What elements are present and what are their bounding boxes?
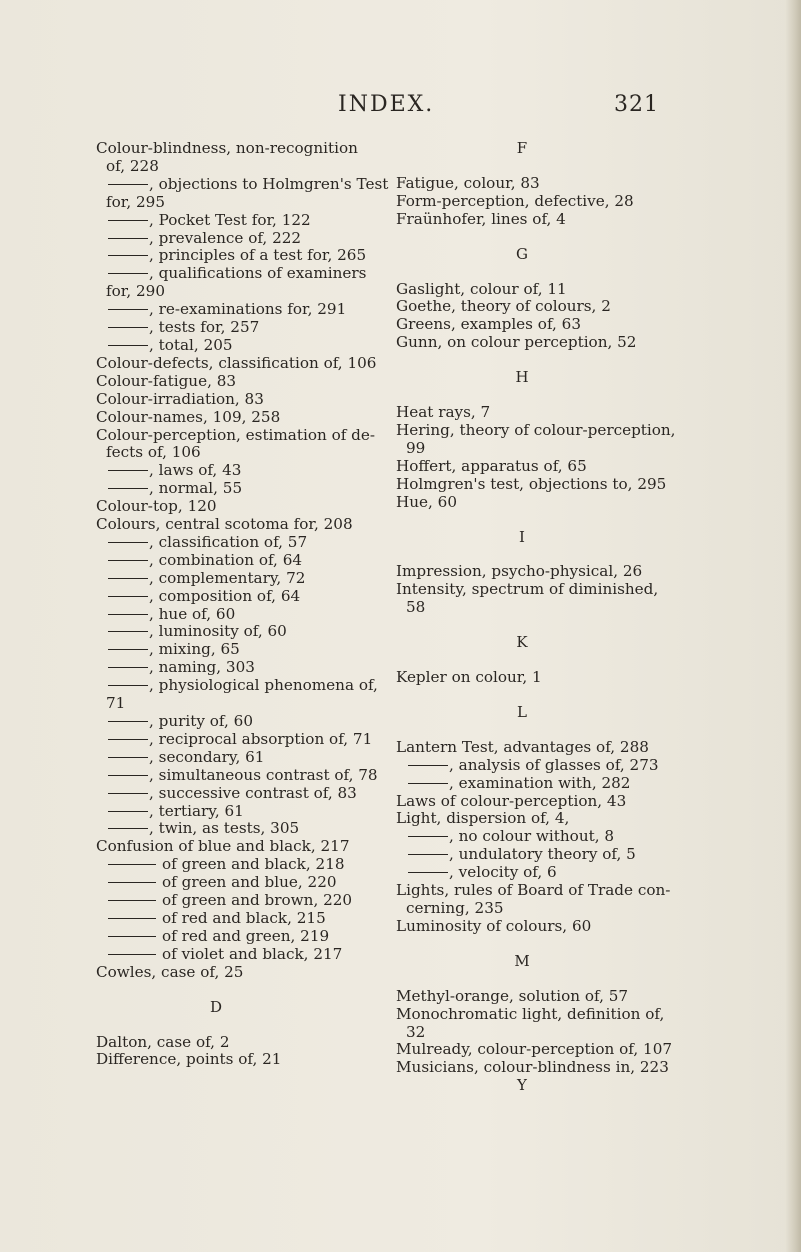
index-subentry (96, 552, 366, 570)
index-entry: Fraünhofer, lines of, 4 (396, 209, 566, 228)
index-subentry-text: , reciprocal absorption of, 71 (149, 729, 373, 748)
index-entry-continuation: for, 290 (106, 282, 165, 301)
index-subentry (96, 230, 366, 248)
ditto-rule (108, 309, 148, 310)
index-subentry (96, 856, 366, 874)
ditto-rule (108, 220, 148, 221)
index-subentry (96, 729, 373, 749)
index-entry: Musicians, colour-blindness in, 223 (396, 1058, 669, 1077)
ditto-rule (108, 578, 148, 579)
ditto-rule (108, 184, 148, 185)
index-subentry-text: , examination with, 282 (449, 773, 631, 792)
index-subentry-text: , purity of, 60 (149, 712, 253, 730)
ditto-rule (108, 631, 148, 632)
index-subentry (96, 713, 366, 731)
ditto-rule (108, 775, 148, 776)
ditto-rule (108, 721, 148, 722)
index-subentry-text: , physiological phenomena of, (149, 676, 378, 695)
ditto-rule (108, 542, 148, 543)
ditto-rule (108, 488, 148, 489)
section-letter: H (515, 368, 529, 387)
index-subentry-text: , Pocket Test for, 122 (149, 210, 311, 229)
ditto-rule (108, 596, 148, 597)
ditto-rule (108, 560, 148, 561)
index-subentry-text: , luminosity of, 60 (149, 622, 287, 641)
index-entry: Gunn, on colour perception, 52 (396, 333, 637, 352)
index-entry-continuation: 58 (406, 598, 426, 617)
ditto-rule (108, 667, 148, 668)
index-subentry (96, 588, 366, 606)
section-letter: F (516, 139, 528, 157)
index-subentry (96, 641, 366, 659)
index-subentry (96, 659, 366, 677)
index-subentry (96, 606, 366, 624)
index-subentry (396, 828, 678, 846)
index-subentry (96, 785, 366, 803)
index-subentry-text: , combination of, 64 (149, 550, 303, 569)
index-entry: Fatigue, colour, 83 (396, 173, 540, 192)
index-entry: Colour-names, 109, 258 (96, 407, 281, 426)
index-subentry (396, 864, 678, 882)
index-entry: Impression, psycho-physical, 26 (396, 562, 643, 581)
index-subentry-text: , successive contrast of, 83 (149, 783, 357, 802)
index-entry: Hoffert, apparatus of, 65 (396, 456, 587, 475)
index-subentry (96, 928, 366, 946)
ditto-rule (408, 765, 448, 766)
index-entry: Intensity, spectrum of diminished, (396, 580, 659, 599)
index-entry: Lights, rules of Board of Trade con- (396, 881, 671, 900)
index-entry-continuation: 71 (106, 694, 126, 713)
index-entry: Colour-blindness, non-recognition (96, 139, 358, 157)
index-subentry (396, 757, 678, 775)
index-entry: Gaslight, colour of, 11 (396, 279, 567, 298)
ditto-rule (108, 649, 148, 650)
index-entry: Dalton, case of, 2 (96, 1032, 230, 1051)
ditto-rule (108, 273, 148, 274)
section-letter: L (517, 702, 527, 721)
index-subentry (96, 462, 366, 480)
index-subentry-text: , no colour without, 8 (449, 827, 615, 846)
index-entry: Light, dispersion of, 4, (396, 809, 570, 828)
running-head-title: INDEX. (338, 92, 435, 117)
ditto-rule (108, 936, 156, 937)
index-subentry (96, 765, 378, 785)
index-entry-continuation: 99 (406, 438, 426, 457)
index-entry: Mulready, colour-perception of, 107 (396, 1040, 673, 1059)
index-entry: Heat rays, 7 (396, 403, 491, 422)
running-head (0, 92, 801, 122)
index-subentry (96, 803, 366, 821)
index-subentry (96, 319, 366, 337)
index-entry: Hue, 60 (396, 492, 457, 511)
index-entry: Colour-perception, estimation of de- (96, 425, 376, 444)
index-subentry (96, 247, 366, 265)
index-subentry-text: of red and green, 219 (162, 926, 330, 945)
index-entry: Colour-fatigue, 83 (96, 371, 237, 390)
index-subentry-text: , velocity of, 6 (449, 863, 557, 882)
section-letter: G (516, 244, 528, 263)
index-entry: Confusion of blue and black, 217 (96, 837, 350, 856)
index-subentry (96, 892, 366, 910)
index-subentry-text: , normal, 55 (149, 479, 243, 498)
index-subentry (96, 874, 366, 892)
index-entry: Monochromatic light, definition of, (396, 1004, 665, 1023)
ditto-rule (108, 685, 148, 686)
index-subentry (96, 946, 366, 964)
index-entry: Methyl-orange, solution of, 57 (396, 986, 629, 1005)
index-subentry-text: , total, 205 (149, 335, 233, 354)
index-subentry-text: , secondary, 61 (149, 747, 265, 766)
ditto-rule (108, 238, 148, 239)
index-entry-continuation: fects of, 106 (106, 443, 201, 462)
index-entry: Goethe, theory of colours, 2 (396, 297, 611, 316)
index-subentry (96, 570, 366, 588)
index-subentry-text: , qualifications of examiners (149, 264, 367, 283)
index-entry-continuation: cerning, 235 (406, 899, 504, 917)
section-letter: M (514, 951, 530, 970)
index-entry: Colour-top, 120 (96, 497, 217, 516)
index-subentry-text: , laws of, 43 (149, 461, 242, 480)
index-entry-continuation: of, 228 (106, 156, 159, 175)
index-entry: Colour-defects, classification of, 106 (96, 353, 377, 372)
index-subentry-text: , prevalence of, 222 (149, 228, 302, 247)
index-subentry (96, 534, 366, 552)
ditto-rule (108, 470, 148, 471)
index-subentry (96, 265, 366, 283)
index-entry: Difference, points of, 21 (96, 1050, 282, 1069)
index-entry: Lantern Test, advantages of, 288 (396, 737, 649, 756)
index-subentry-text: of green and blue, 220 (162, 873, 337, 892)
index-subentry (396, 775, 678, 793)
index-subentry (96, 174, 389, 194)
index-subentry-text: , undulatory theory of, 5 (449, 845, 636, 864)
index-entry: Holmgren's test, objections to, 295 (396, 474, 667, 493)
ditto-rule (108, 811, 148, 812)
ditto-rule (408, 872, 448, 873)
index-subentry (96, 910, 366, 928)
index-subentry (96, 676, 378, 695)
index-subentry-text: , composition of, 64 (149, 586, 301, 605)
index-column-right (396, 140, 678, 1095)
index-entry: Hering, theory of colour-perception, (396, 420, 676, 439)
ditto-rule (108, 828, 148, 829)
ditto-rule (408, 854, 448, 855)
index-entry-continuation: 32 (406, 1022, 426, 1041)
ditto-rule (408, 783, 448, 784)
ditto-rule (408, 836, 448, 837)
index-subentry-text: , objections to Holmgren's Test (149, 174, 389, 193)
index-subentry-text: , simultaneous contrast of, 78 (149, 765, 378, 784)
index-entry: Colours, central scotoma for, 208 (96, 515, 353, 534)
ditto-rule (108, 882, 156, 883)
index-entry: Luminosity of colours, 60 (396, 916, 592, 935)
index-subentry-text: , complementary, 72 (149, 568, 306, 587)
ditto-rule (108, 793, 148, 794)
index-subentry-text: , principles of a test for, 265 (149, 246, 367, 265)
index-subentry (96, 749, 366, 767)
ditto-rule (108, 918, 156, 919)
index-subentry-text: , re-examinations for, 291 (149, 300, 347, 319)
index-subentry-text: , classification of, 57 (149, 532, 308, 551)
index-entry-continuation: for, 295 (106, 192, 165, 211)
index-subentry-text: of green and brown, 220 (162, 891, 353, 910)
index-subentry (96, 301, 366, 319)
section-letter: K (516, 633, 528, 652)
index-entry: Cowles, case of, 25 (96, 962, 244, 981)
catchword: Y (517, 1076, 527, 1095)
index-subentry-text: of violet and black, 217 (162, 944, 343, 963)
index-column-left (96, 139, 389, 1069)
ditto-rule (108, 345, 148, 346)
section-letter: D (209, 997, 223, 1016)
section-letter: I (519, 527, 525, 546)
index-subentry-text: , tertiary, 61 (149, 801, 244, 820)
index-subentry (96, 623, 366, 641)
ditto-rule (108, 614, 148, 615)
page-edge-shadow (785, 0, 801, 1252)
index-subentry-text: , naming, 303 (149, 658, 255, 677)
index-subentry-text: , mixing, 65 (149, 640, 240, 659)
index-subentry-text: , twin, as tests, 305 (149, 819, 300, 838)
index-entry: Colour-irradiation, 83 (96, 389, 264, 408)
index-subentry-text: , tests for, 257 (149, 318, 260, 337)
ditto-rule (108, 954, 156, 955)
page-number: 321 (614, 92, 659, 117)
index-subentry (96, 820, 366, 838)
index-subentry-text: of green and black, 218 (162, 855, 345, 874)
ditto-rule (108, 757, 148, 758)
ditto-rule (108, 900, 156, 901)
index-subentry (96, 480, 366, 498)
ditto-rule (108, 255, 148, 256)
index-entry: Laws of colour-perception, 43 (396, 791, 627, 810)
ditto-rule (108, 327, 148, 328)
index-entry: Kepler on colour, 1 (396, 668, 542, 687)
ditto-rule (108, 864, 156, 865)
index-subentry-text: , analysis of glasses of, 273 (449, 755, 659, 774)
ditto-rule (108, 739, 148, 740)
index-entry: Form-perception, defective, 28 (396, 191, 634, 210)
index-subentry (96, 212, 366, 230)
index-subentry-text: of red and black, 215 (162, 908, 326, 927)
index-subentry (396, 846, 678, 864)
index-subentry-text: , hue of, 60 (149, 604, 236, 623)
index-entry: Greens, examples of, 63 (396, 315, 582, 334)
index-subentry (96, 337, 366, 355)
